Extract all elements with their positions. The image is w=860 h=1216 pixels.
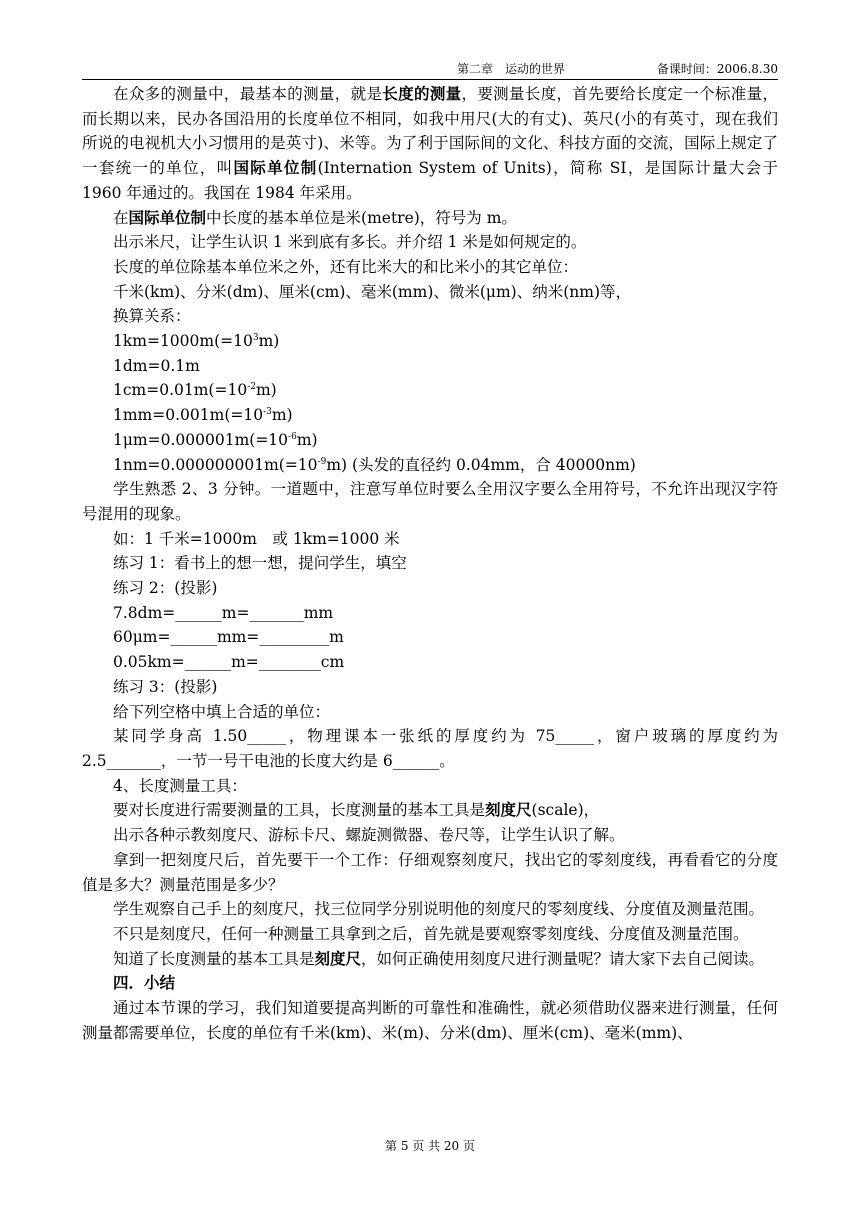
paragraph-example: 如：1 千米=1000m 或 1km=1000 米 (113, 529, 400, 548)
bold-term: 国际单位制 (233, 158, 318, 178)
paragraph: 给下列空格中填上合适的单位： (113, 702, 331, 721)
bold-term: 国际单位制 (128, 207, 207, 227)
section-heading: 四．小结 (113, 973, 176, 993)
paragraph: 学生熟悉 2、3 分钟。一道题中，注意写单位时要么全用汉字要么全用符号，不允许出现汉字符号混用的现象。 (82, 480, 778, 523)
paragraph: 拿到一把刻度尺后，首先要干一个工作：仔细观察刻度尺，找出它的零刻度线，再看看它的分度值是多大？测量范围是多少？ (82, 850, 778, 894)
paragraph: 长度的单位除基本单位米之外，还有比米大的和比米小的其它单位： (113, 257, 579, 276)
paragraph-unit-list: 千米(km)、分米(dm)、厘米(cm)、毫米(mm)、微米(μm)、纳米(nm)等， (113, 282, 632, 301)
exercise-heading: 练习 1：看书上的想一想，提问学生，填空 (113, 554, 407, 573)
conversion-line: $1\mu m=0.000001m(=10^{-6}m)$ (113, 430, 318, 449)
paragraph-summary: 通过本节课的学习，我们知道要提高判断的可靠性和准确性，就必须借助仪器来进行测量，任何测量都需要单位，长度的单位有千米(km)、米(m)、分米(dm)、厘米(cm)、毫米(mm)、 (82, 999, 778, 1042)
exercise-line: 0.05km=______m=________cm (113, 653, 345, 672)
conversion-line: $1mm=0.001m(=10^{-3}m)$ (113, 406, 293, 425)
section-item: 4、长度测量工具： (113, 776, 247, 795)
paragraph: 换算关系： (113, 307, 191, 326)
paragraph-si-unit: 在国际单位制中长度的基本单位是米(metre)，符号为 m。 (113, 207, 517, 227)
exercise-heading: 练习 2：(投影) (113, 579, 218, 598)
chapter-title: 第二章 运动的世界 (457, 62, 566, 76)
page-number: 第 5 页 共 20 页 (385, 1139, 475, 1153)
conversion-line: $1nm=0.000000001m(=10^{-9}m)$ (头发的直径约 0.04mm，合 40000nm) (113, 455, 636, 474)
exercise-line: 7.8dm=______m=_______mm (113, 603, 334, 622)
conversion-line: $1km=1000m(=10^3m)$ (113, 332, 280, 351)
exercise-line: 60μm=______mm=_________m (113, 628, 344, 647)
bold-term: 刻度尺 (485, 800, 532, 820)
page-header (82, 62, 778, 80)
prep-time: 备课时间：2006.8.30 (656, 62, 778, 76)
bold-term: 刻度尺 (314, 948, 362, 968)
exercise-paragraph: 某同学身高 1.50_____，物理课本一张纸的厚度约为 75_____，窗户玻璃的厚度约为 2.5_______，一节一号干电池的长度大约是 6______。 (82, 727, 778, 770)
paragraph-length-measurement: 在众多的测量中，最基本的测量，就是长度的测量，要测量长度，首先要给长度定一个标准量，而长期以来，民办各国沿用的长度单位不相同，如我中用尺(大的有丈)、英尺(小的有英寸，现在我们所说的电视机大小习惯用的是英寸)、米等。为了利于国际间的文化、科技方面的交流，国际上规定了一套统一的单位，叫国际单位制(Internation System of Units)，简称 SI，是国际计量大会于 1960 年通过的。我国在 1984 年采用。 (82, 84, 778, 202)
paragraph: 要对长度进行需要测量的工具，长度测量的基本工具是刻度尺(scale)， (113, 800, 600, 820)
paragraph: 学生观察自己手上的刻度尺，找三位同学分别说明他的刻度尺的零刻度线、分度值及测量范围。 (113, 900, 765, 919)
document-body (82, 82, 778, 1045)
conversion-line: 1dm=0.1m (113, 356, 200, 375)
paragraph: 出示米尺，让学生认识 1 米到底有多长。并介绍 1 米是如何规定的。 (113, 233, 587, 252)
paragraph: 知道了长度测量的基本工具是刻度尺，如何正确使用刻度尺进行测量呢？请大家下去自己阅读。 (113, 948, 765, 968)
paragraph: 不只是刻度尺，任何一种测量工具拿到之后，首先就是要观察零刻度线、分度值及测量范围。 (113, 924, 749, 943)
conversion-line: $1cm=0.01m(=10^{-2}m)$ (113, 381, 277, 400)
paragraph: 出示各种示教刻度尺、游标卡尺、螺旋测微器、卷尺等，让学生认识了解。 (113, 826, 625, 845)
bold-term: 长度的测量 (382, 84, 462, 103)
exercise-heading: 练习 3：(投影) (113, 677, 218, 696)
